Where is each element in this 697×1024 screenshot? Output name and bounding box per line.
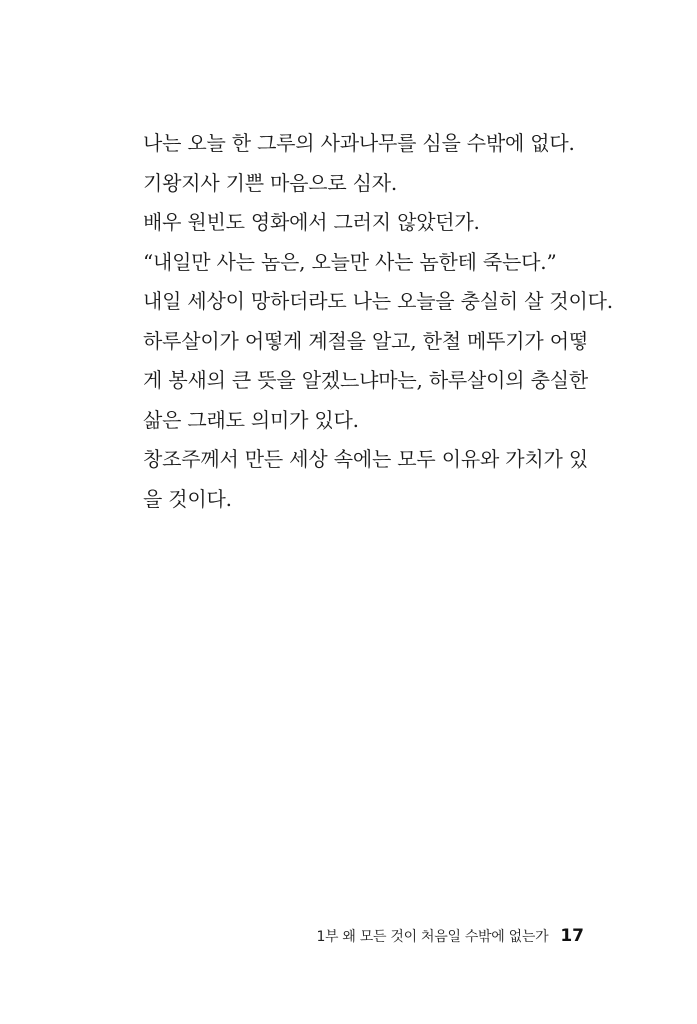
text-line: 하루살이가 어떻게 계절을 알고, 한철 메뚜기가 어떻 (143, 328, 588, 353)
text-line: 창조주께서 만든 세상 속에는 모두 이유와 가치가 있 (143, 447, 588, 471)
text-line: 내일 세상이 망하더라도 나는 오늘을 충실히 살 것이다. (143, 289, 613, 313)
running-head: 1부 왜 모든 것이 처음일 수밖에 없는가 (316, 929, 549, 945)
page-number: 17 (560, 926, 584, 946)
text-line: 삶은 그래도 의미가 있다. (143, 407, 359, 432)
text-line: 기왕지사 기쁜 마음으로 심자. (143, 170, 398, 195)
text-line: 을 것이다. (143, 486, 232, 511)
text-line: 배우 원빈도 영화에서 그러지 않았던가. (143, 210, 480, 234)
text-line: 게 봉새의 큰 뜻을 알겠느냐마는, 하루살이의 충실한 (143, 368, 588, 392)
text-line: 나는 오늘 한 그루의 사과나무를 심을 수밖에 없다. (143, 131, 575, 155)
text-line: “내일만 사는 놈은, 오늘만 사는 놈한테 죽는다.” (143, 249, 557, 274)
page-footer (316, 926, 584, 946)
body-text (143, 124, 613, 519)
